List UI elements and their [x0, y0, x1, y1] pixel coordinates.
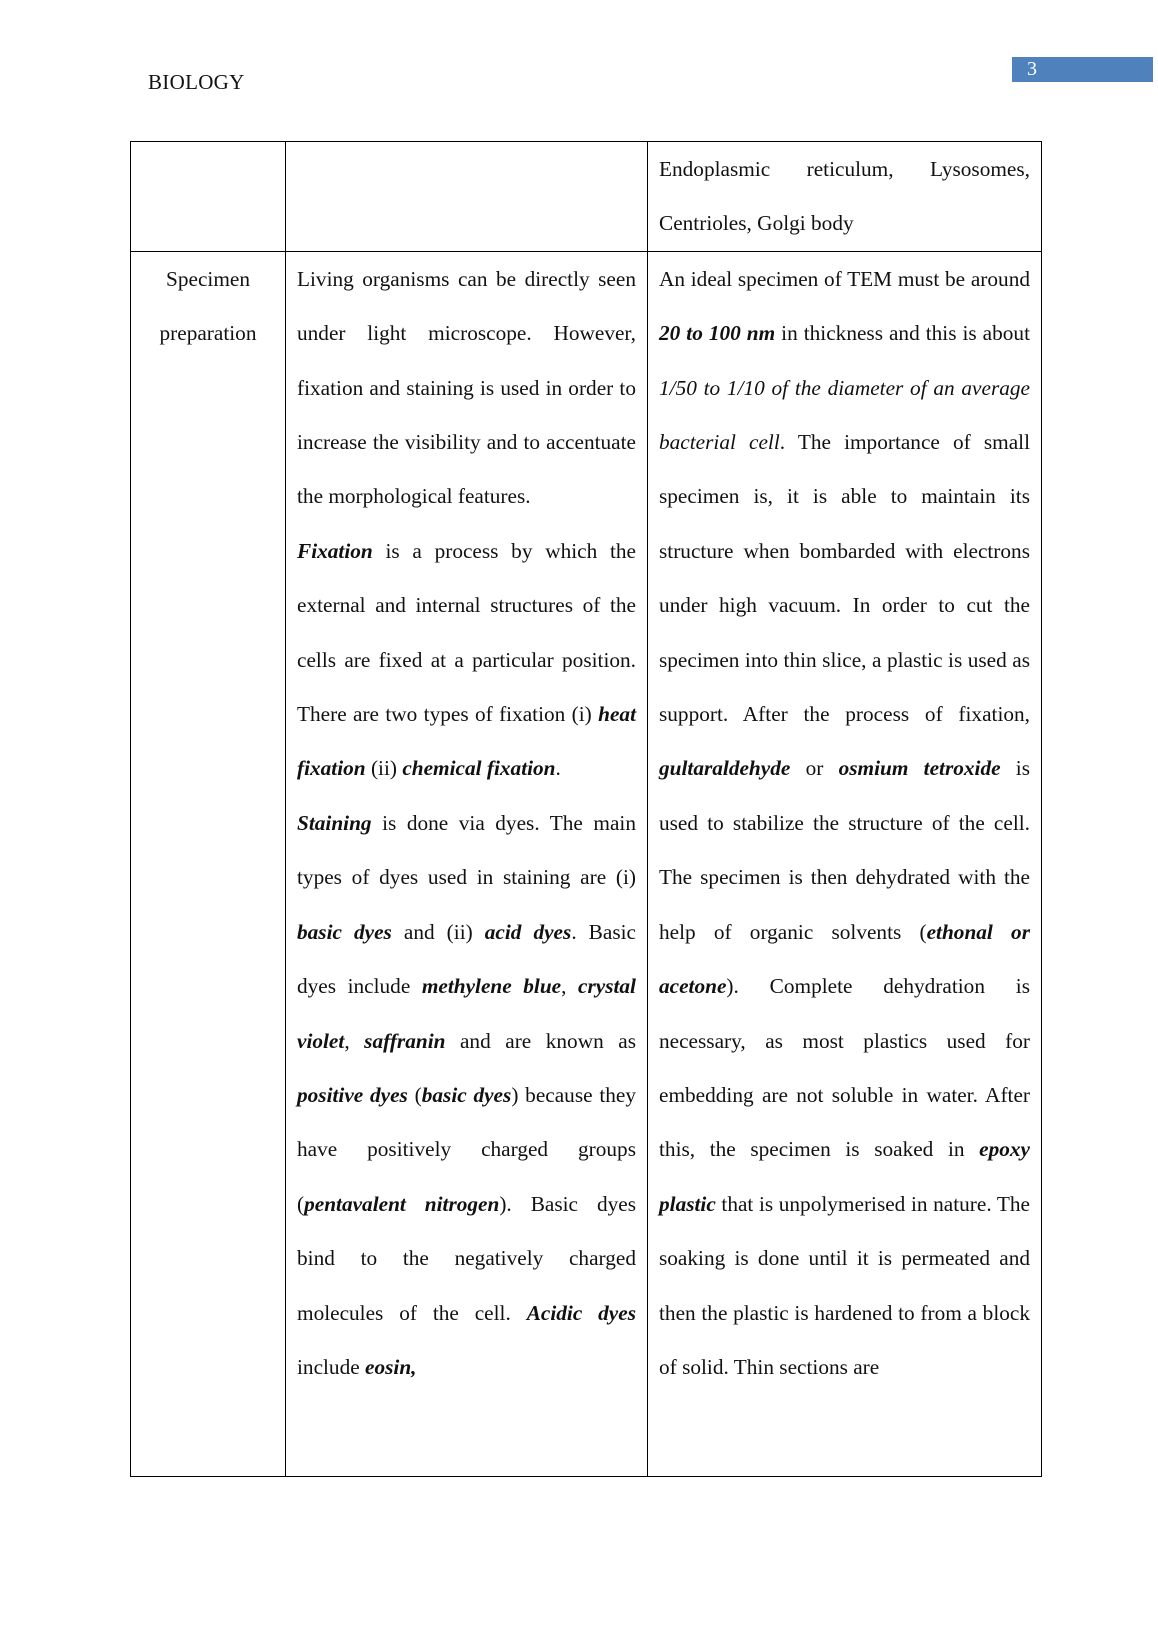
- paragraph-intro: Living organisms can be directly seen under light microscope. However, fixation and staining is used in order to increase the visibility and to accentuate the morphological features.: [297, 266, 636, 509]
- table-row: [131, 142, 1042, 252]
- row-label-specimen-preparation: Specimen preparation: [159, 266, 257, 346]
- table-cell-empty: [286, 142, 648, 252]
- page-number-badge: 3: [1012, 57, 1153, 82]
- page-header-title: BIOLOGY: [148, 70, 245, 94]
- table-cell-organelles: [648, 142, 1042, 252]
- table-cell-light-microscope: [286, 251, 648, 1476]
- comparison-table: [130, 141, 1042, 1477]
- table-cell-tem: [648, 251, 1042, 1476]
- organelles-text: Endoplasmic reticulum, Lysosomes, Centrioles, Golgi body: [659, 157, 1030, 236]
- paragraph-fixation: Fixation is a process by which the external and internal structures of the cells are fixed at a particular position. There are two types of fixation (i) heat fixation (ii) chemical fixation.: [297, 538, 636, 781]
- paragraph-staining: Staining is done via dyes. The main types of dyes used in staining are (i) basic dyes and (ii) acid dyes. Basic dyes include methylene blue, crystal violet, saffranin and are known as positive dyes (basic dyes) because they have positively charged groups (pentavalent nitrogen). Basic dyes bind to the negatively charged molecules of the cell. Acidic dyes include eosin,: [297, 810, 637, 1379]
- table-cell-label: [131, 251, 286, 1476]
- table-row: [131, 251, 1042, 1476]
- paragraph-tem-specimen: An ideal specimen of TEM must be around 20 to 100 nm in thickness and this is about 1/50 to 1/10 of the diameter of an average bacterial cell. The importance of small specimen is, it is able to maintain its structure when bombarded with electrons under high vacuum. In order to cut the specimen into thin slice, a plastic is used as support. After the process of fixation, gultaraldehyde or osmium tetroxide is used to stabilize the structure of the cell. The specimen is then dehydrated with the help of organic solvents (ethonal or acetone). Complete dehydration is necessary, as most plastics used for embedding are not soluble in water. After this, the specimen is soaked in epoxy plastic that is unpolymerised in nature. The soaking is done until it is permeated and then the plastic is hardened to from a block of solid. Thin sections are: [659, 266, 1031, 1379]
- table-cell-empty: [131, 142, 286, 252]
